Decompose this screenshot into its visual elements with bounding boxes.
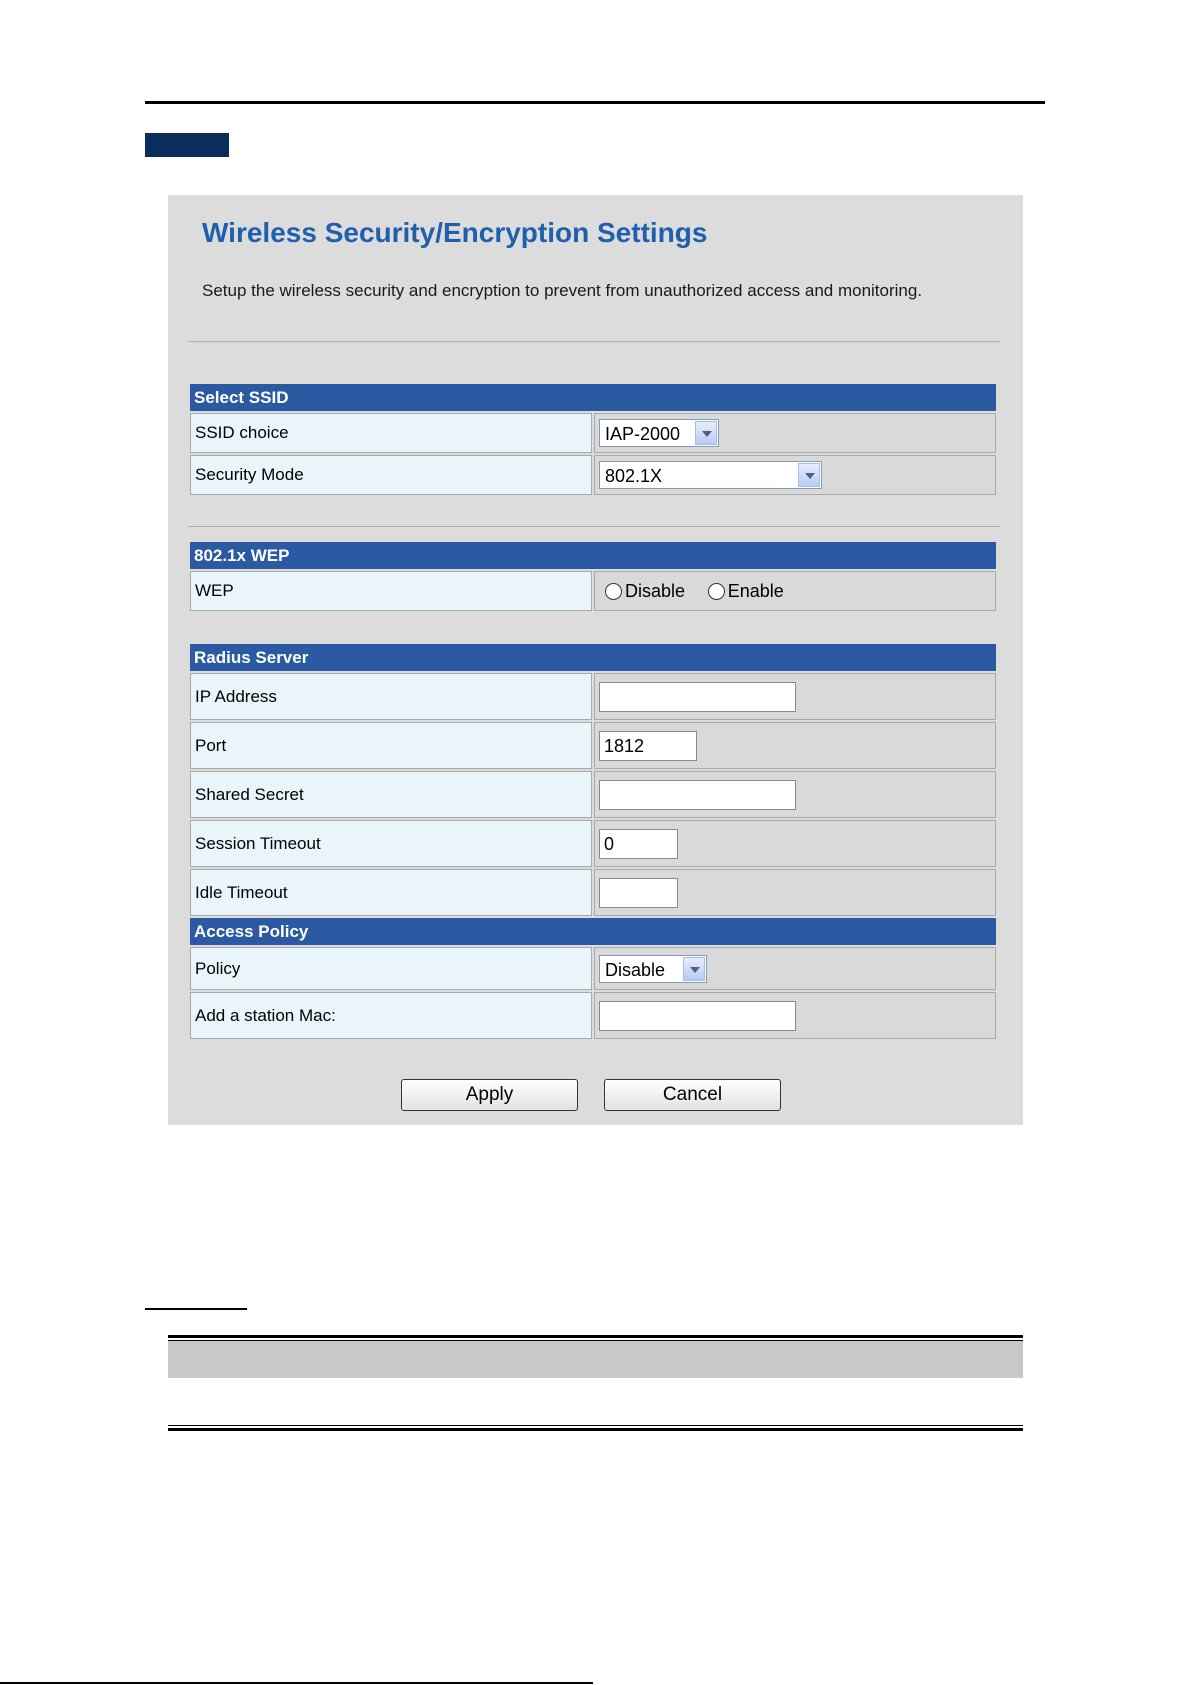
section-header-select-ssid: Select SSID <box>190 384 996 411</box>
wireless-security-panel <box>168 195 1023 1125</box>
chevron-down-icon[interactable] <box>683 957 705 981</box>
select-ssid-table <box>188 382 998 497</box>
radius-access-table <box>188 642 998 1041</box>
wep-label: WEP <box>190 571 592 611</box>
ssid-choice-value: IAP-2000 <box>605 424 681 444</box>
section-header-wep: 802.1x WEP <box>190 542 996 569</box>
security-mode-label: Security Mode <box>190 455 592 495</box>
policy-value: Disable <box>605 959 666 980</box>
wep-enable-radio[interactable] <box>708 583 725 600</box>
section-header-radius-server: Radius Server <box>190 644 996 671</box>
ssid-choice-label: SSID choice <box>190 413 592 453</box>
footer-rule <box>0 1682 593 1684</box>
chevron-down-icon[interactable] <box>695 421 717 445</box>
doc-table-bottom-rule <box>168 1428 1023 1431</box>
ip-address-label: IP Address <box>190 673 592 720</box>
session-timeout-input[interactable]: 0 <box>599 829 678 859</box>
idle-timeout-input[interactable] <box>599 878 678 908</box>
divider <box>188 341 1000 342</box>
apply-button[interactable]: Apply <box>401 1079 578 1111</box>
note-underline <box>145 1308 247 1310</box>
doc-table-header-row <box>168 1341 1023 1378</box>
shared-secret-label: Shared Secret <box>190 771 592 818</box>
ip-address-input[interactable] <box>599 682 796 712</box>
divider <box>188 526 1000 527</box>
wep-enable-label: Enable <box>727 580 784 601</box>
station-mac-label: Add a station Mac: <box>190 992 592 1039</box>
section-header-access-policy: Access Policy <box>190 918 996 945</box>
policy-label: Policy <box>190 947 592 990</box>
chevron-down-icon[interactable] <box>798 463 820 487</box>
page-title: Wireless Security/Encryption Settings <box>202 217 708 248</box>
document-header-rule <box>145 101 1045 104</box>
session-timeout-label: Session Timeout <box>190 820 592 867</box>
figure-label-block <box>145 133 229 157</box>
security-mode-value: 802.1X <box>605 466 663 486</box>
wep-table <box>188 540 998 613</box>
doc-table-top-rule <box>168 1335 1023 1338</box>
cancel-button[interactable]: Cancel <box>604 1079 781 1111</box>
shared-secret-input[interactable] <box>599 780 796 810</box>
idle-timeout-label: Idle Timeout <box>190 869 592 916</box>
doc-table-bottom-rule-thin <box>168 1425 1023 1426</box>
security-mode-select[interactable] <box>599 461 822 489</box>
port-label: Port <box>190 722 592 769</box>
wep-disable-radio[interactable] <box>605 583 622 600</box>
policy-select[interactable] <box>599 955 707 983</box>
station-mac-input[interactable] <box>599 1001 796 1031</box>
port-input[interactable]: 1812 <box>599 731 697 761</box>
ssid-choice-select[interactable] <box>599 419 719 447</box>
wep-disable-label: Disable <box>625 580 686 601</box>
page-description: Setup the wireless security and encryption to prevent from unauthorized access and monitoring. <box>202 281 923 300</box>
